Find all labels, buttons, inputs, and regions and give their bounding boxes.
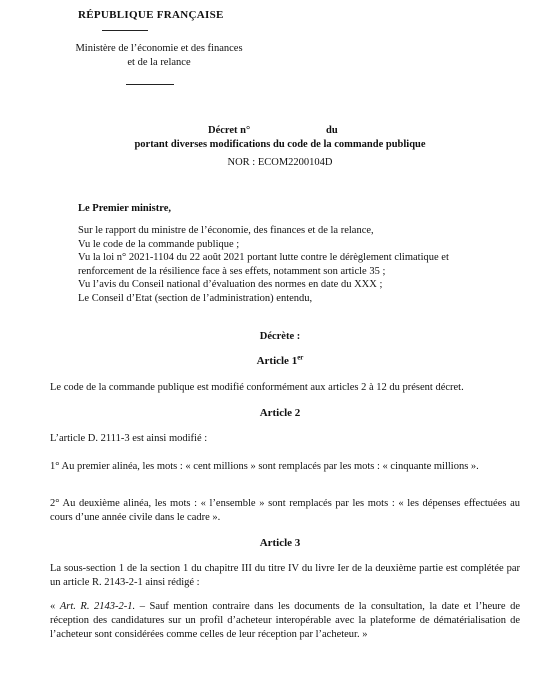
article-1-title <box>0 354 560 369</box>
header-divider-bottom <box>126 84 174 85</box>
article-1-title-text: Article 1 <box>256 355 298 367</box>
article-2-item-2: 2° Au deuxième alinéa, les mots : « l’ensemble » sont remplacés par les mots : « les dépenses effectuées au cours d’une année civile dans le cadre ». <box>50 498 520 524</box>
article-2-item-1: 1° Au premier alinéa, les mots : « cent millions » sont remplacés par les mots : « cinquante millions ». <box>50 461 479 472</box>
article-2-intro: L’article D. 2111-3 est ainsi modifié : <box>50 433 208 444</box>
visa-line: Vu la loi n° 2021-1104 du 22 août 2021 portant lutte contre le dérèglement climatique et <box>78 252 449 264</box>
article-3-title: Article 3 <box>259 537 301 549</box>
ministry-line-2: et de la relance <box>127 57 191 69</box>
visa-line: Le Conseil d’Etat (section de l’administration) entendu, <box>78 292 313 304</box>
visa-line: renforcement de la résilience face à ses effets, notamment son article 35 ; <box>78 265 386 277</box>
nor-reference: NOR : ECOM2200104D <box>227 157 333 168</box>
article-3-quote <box>50 600 520 643</box>
republic-heading: RÉPUBLIQUE FRANÇAISE <box>78 9 224 21</box>
article-2-title: Article 2 <box>259 407 301 419</box>
visa-line: Sur le rapport du ministre de l’économie, des finances et de la relance, <box>78 225 374 236</box>
article-reference: Art. R. 2143-2-1. <box>59 601 136 612</box>
signatory: Le Premier ministre, <box>78 203 172 214</box>
decree-subtitle: portant diverses modifications du code de la commande publique <box>134 139 426 150</box>
article-1-title-sup: er <box>297 353 304 362</box>
header-divider-top <box>102 30 148 31</box>
visas-list <box>78 224 518 306</box>
ministry-line-1: Ministère de l’économie et des finances <box>75 43 243 54</box>
decrete-heading: Décrète : <box>259 331 301 342</box>
visa-line: Vu l’avis du Conseil national d’évaluation des normes en date du XXX ; <box>78 279 383 291</box>
visa-line: Vu le code de la commande publique ; <box>78 238 240 250</box>
quote-open: « <box>50 601 60 612</box>
quote-body: – Sauf mention contraire dans les documents de la consultation, la date et l’heure de réception des candidatures sur un profil d’acheteur interopérable avec la plateforme de dématérialisation de l’acheteur sont considérées comme celles de leur réception par l’acheteur. » <box>50 601 521 641</box>
ministry-block <box>54 42 264 70</box>
decree-number: Décret n° <box>208 125 251 136</box>
decree-date: du <box>326 125 338 136</box>
article-1-text: Le code de la commande publique est modifié conformément aux articles 2 à 12 du présent décret. <box>50 382 464 393</box>
article-3-intro: La sous-section 1 de la section 1 du chapitre III du titre IV du livre Ier de la deuxième partie est complétée par un article R. 2143-2-1 ainsi rédigé : <box>50 563 520 589</box>
